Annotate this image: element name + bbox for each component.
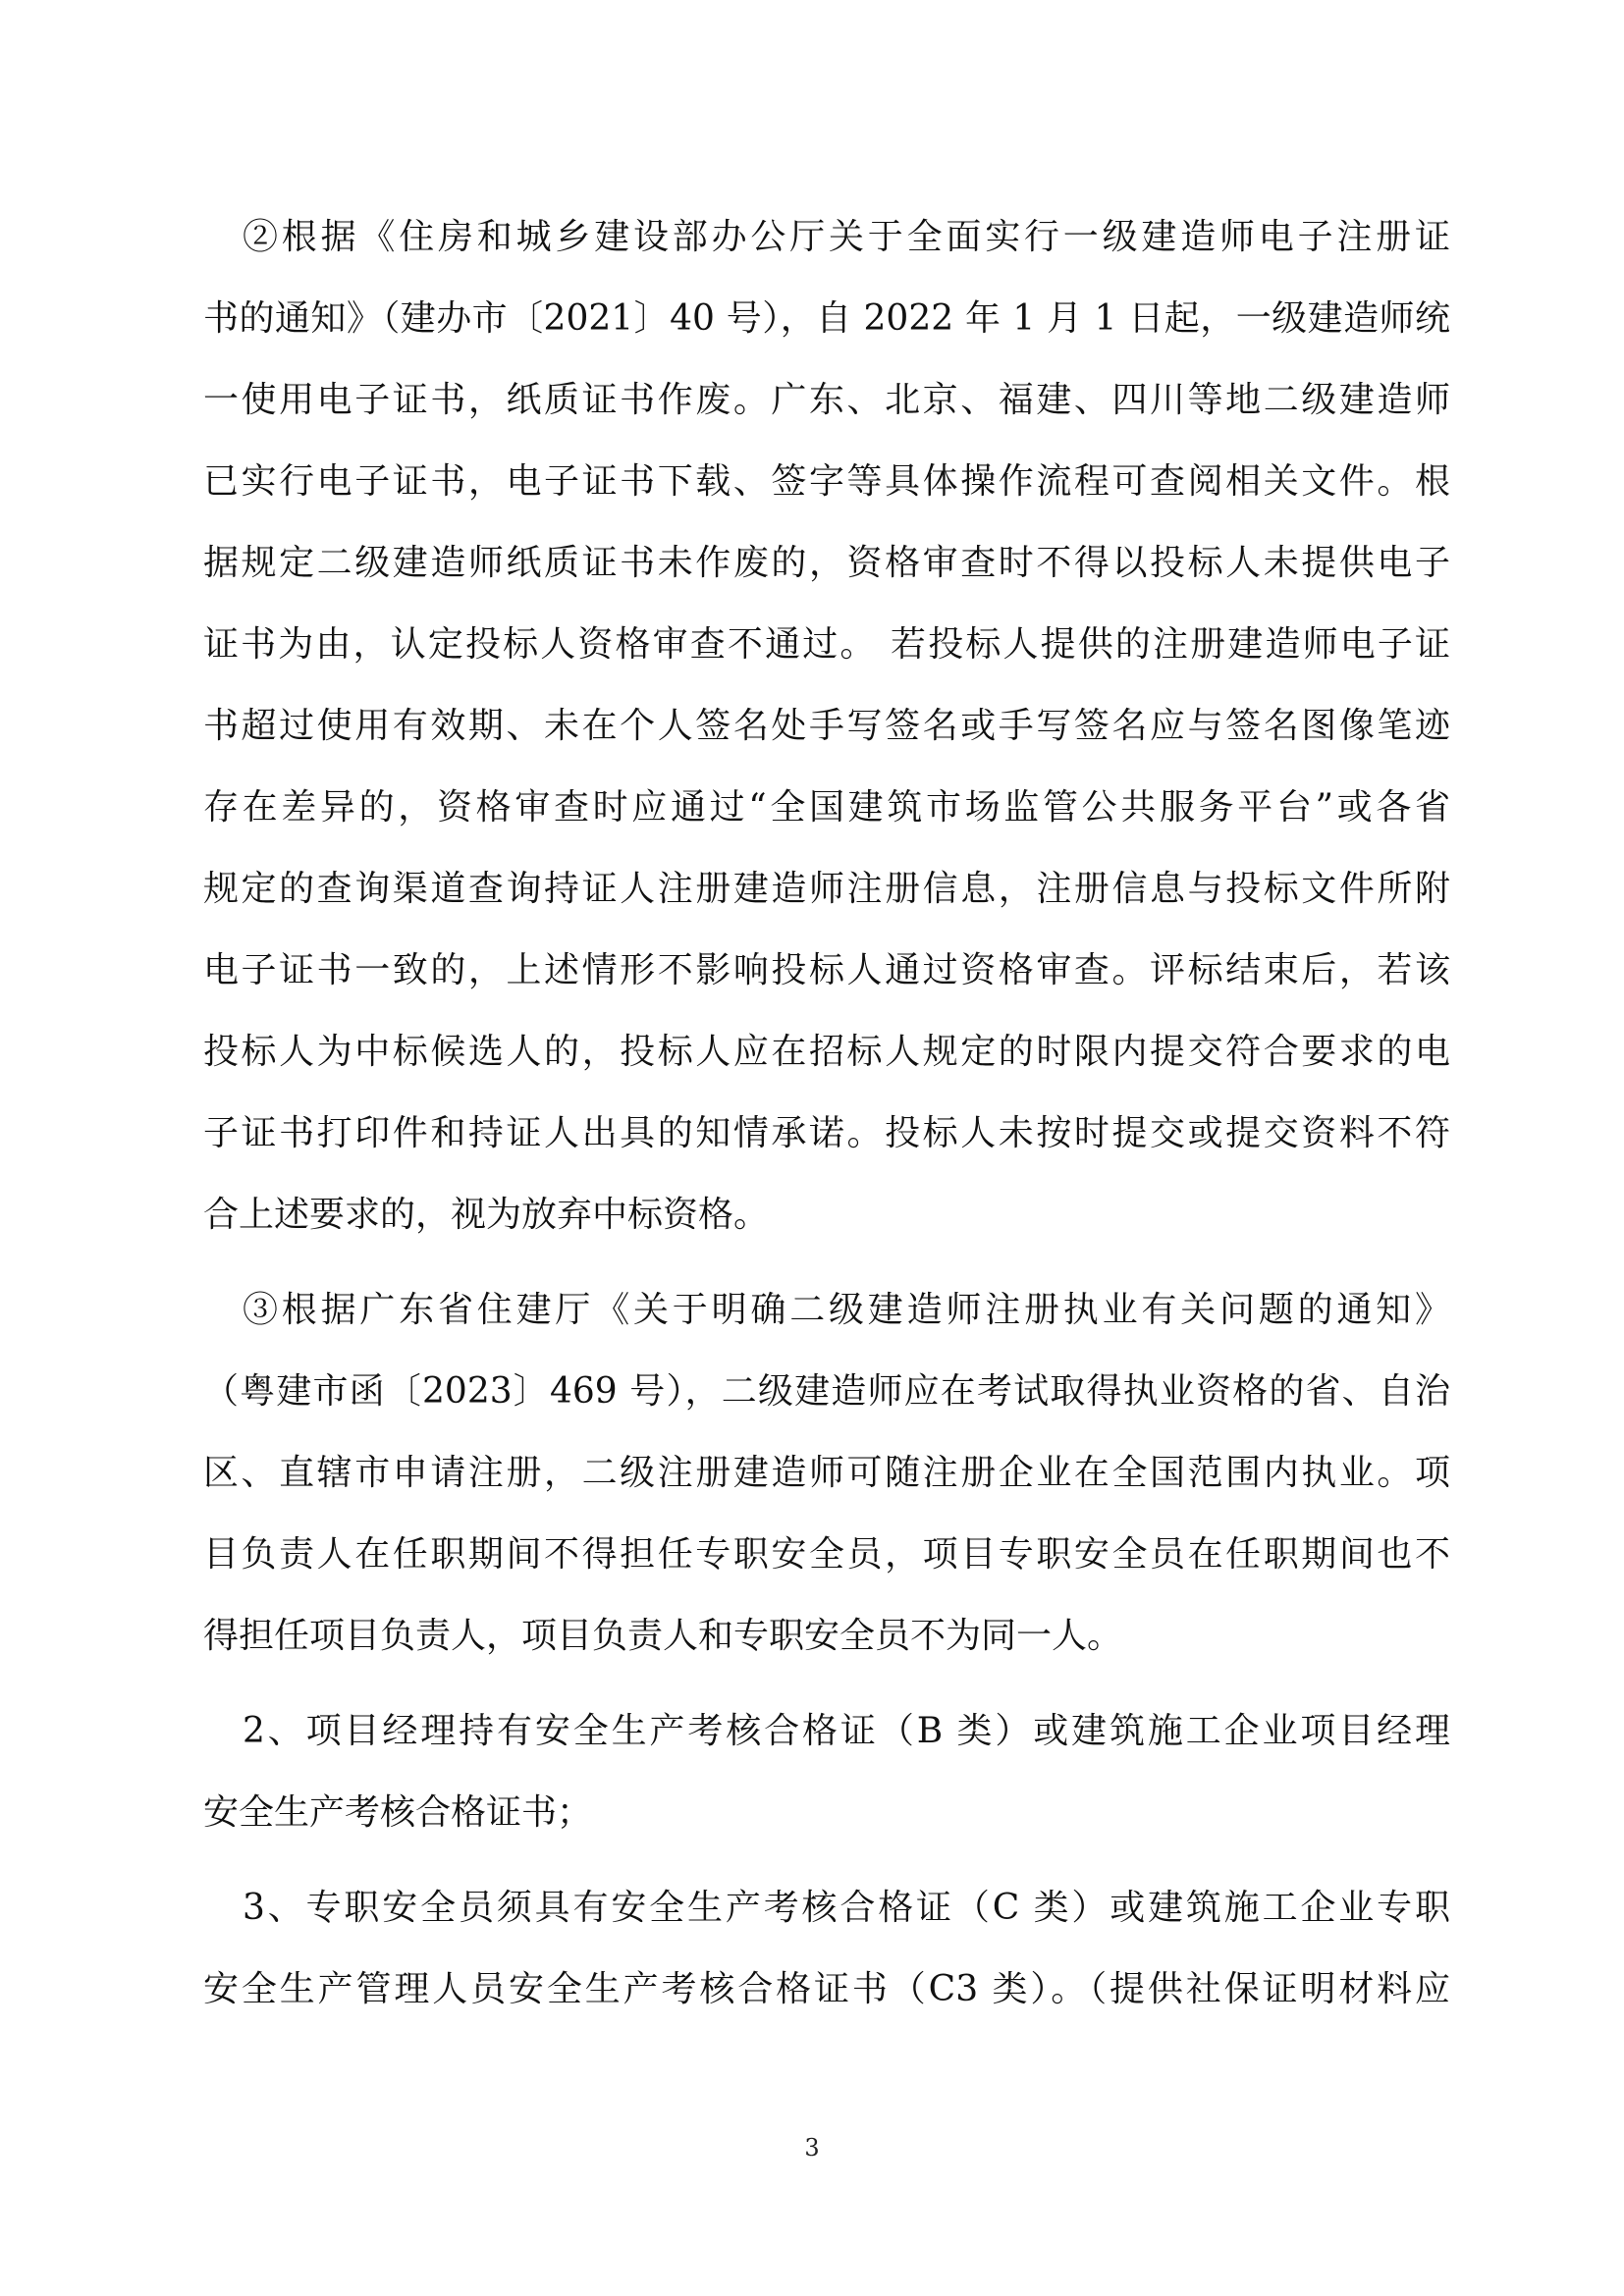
text-line: 证书为由，认定投标人资格审查不通过。 若投标人提供的注册建造师电子证 [203,624,1450,665]
paragraph-spacer [203,1255,1450,1269]
text-line: 据规定二级建造师纸质证书未作废的，资格审查时不得以投标人未提供电子 [203,543,1450,583]
paragraph-2-ii [203,196,1450,1255]
paragraph-spacer [203,1677,1450,1690]
text-line: 区、直辖市申请注册，二级注册建造师可随注册企业在全国范围内执业。项 [203,1453,1450,1493]
document-body [203,196,1450,2030]
text-line: 已实行电子证书，电子证书下载、签字等具体操作流程可查阅相关文件。根 [203,461,1450,502]
text-line: 2、项目经理持有安全生产考核合格证（B 类）或建筑施工企业项目经理 [243,1711,1450,1751]
text-line: （粤建市函〔2023〕469 号），二级建造师应在考试取得执业资格的省、自治 [203,1371,1450,1412]
text-line: 电子证书一致的，上述情形不影响投标人通过资格审查。评标结束后，若该 [203,950,1450,990]
text-line: 书超过使用有效期、未在个人签名处手写签名或手写签名应与签名图像笔迹 [203,706,1450,746]
paragraph-item-3 [203,1867,1450,2030]
paragraph-item-2 [203,1690,1450,1853]
text-line: 3、专职安全员须具有安全生产考核合格证（C 类）或建筑施工企业专职 [243,1888,1450,1928]
text-line: 存在差异的，资格审查时应通过“全国建筑市场监管公共服务平台”或各省 [203,787,1450,828]
text-line: ②根据《住房和城乡建设部办公厅关于全面实行一级建造师电子注册证 [243,217,1450,257]
text-line: 合上述要求的，视为放弃中标资格。 [203,1195,770,1235]
paragraph-spacer [203,1853,1450,1867]
text-line: 规定的查询渠道查询持证人注册建造师注册信息，注册信息与投标文件所附 [203,869,1450,909]
text-line: 安全生产管理人员安全生产考核合格证书（C3 类）。（提供社保证明材料应 [203,1969,1450,2009]
text-line: 得担任项目负责人，项目负责人和专职安全员不为同一人。 [203,1616,1123,1656]
paragraph-2-iii [203,1269,1450,1677]
text-line: ③根据广东省住建厅《关于明确二级建造师注册执业有关问题的通知》 [243,1290,1450,1330]
text-line: 投标人为中标候选人的，投标人应在招标人规定的时限内提交符合要求的电 [203,1032,1450,1072]
text-line: 书的通知》（建办市〔2021〕40 号），自 2022 年 1 月 1 日起，一级建造师统 [203,298,1450,339]
text-line: 一使用电子证书，纸质证书作废。广东、北京、福建、四川等地二级建造师 [203,380,1450,420]
text-line: 子证书打印件和持证人出具的知情承诺。投标人未按时提交或提交资料不符 [203,1113,1450,1153]
page-number: 3 [804,2134,820,2162]
text-line: 目负责人在任职期间不得担任专职安全员，项目专职安全员在任职期间也不 [203,1534,1450,1575]
text-line: 安全生产考核合格证书； [203,1792,593,1833]
